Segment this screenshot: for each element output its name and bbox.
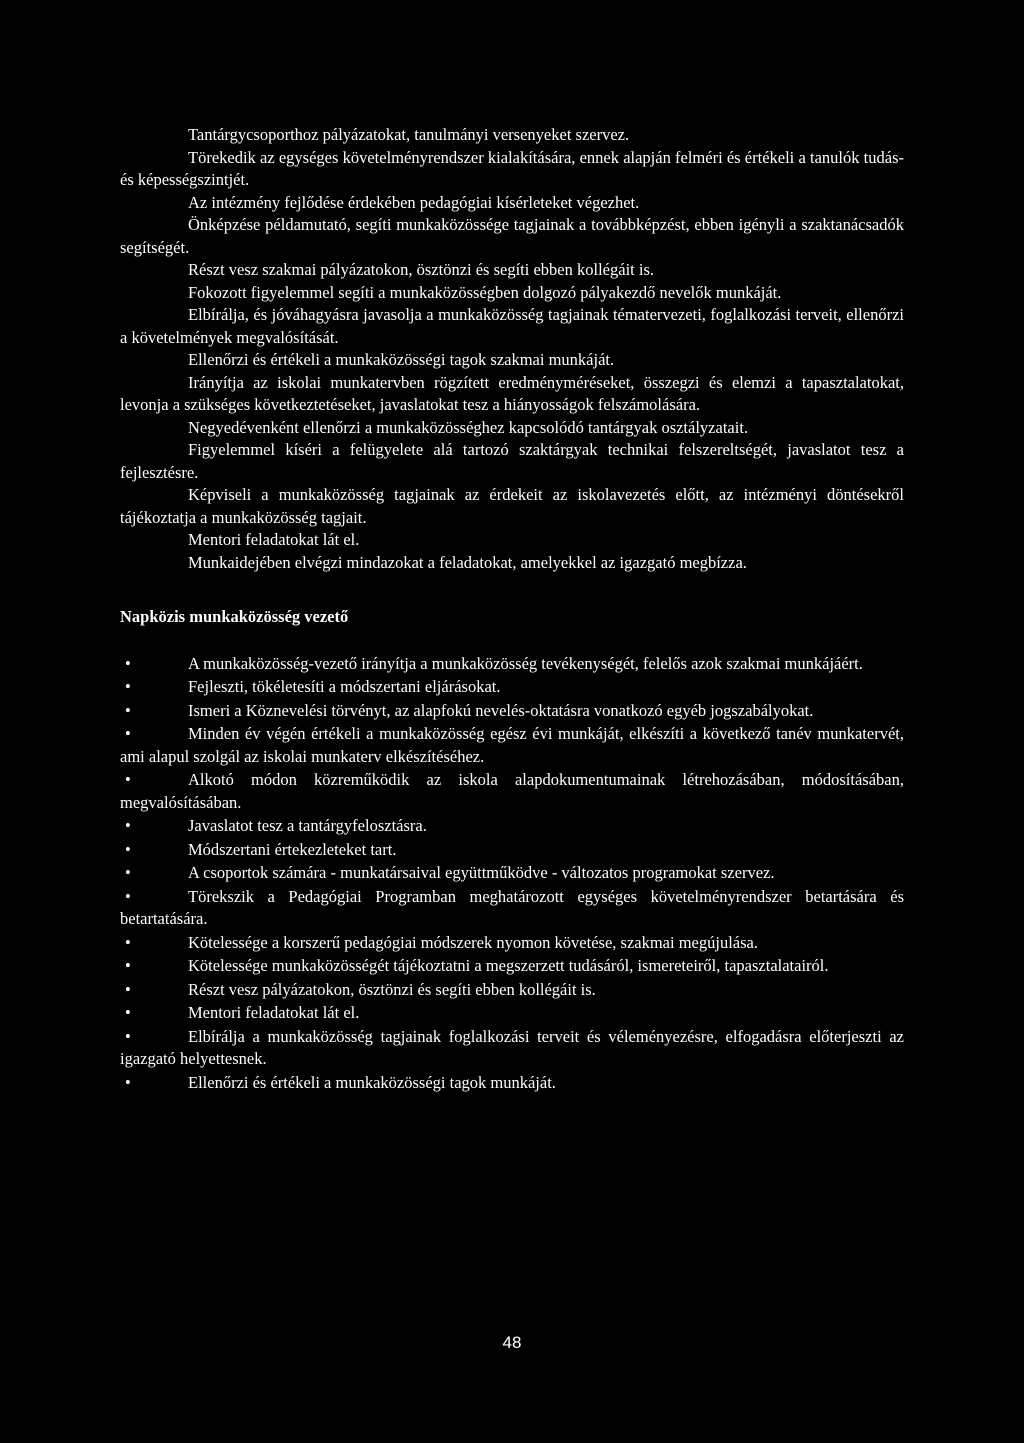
list-item <box>120 723 904 768</box>
bullet-icon: • <box>125 979 131 999</box>
page-content <box>120 124 904 1095</box>
paragraph: Törekedik az egységes követelményrendszer kialakítására, ennek alapján felméri és értékeli a tanulók tudás- és képességszintjét. <box>120 147 904 189</box>
bullet-icon: • <box>125 1003 131 1022</box>
bullet-icon: • <box>125 724 131 743</box>
list-item-text: A munkaközösség-vezető irányítja a munkaközösség tevékenységét, felelős azok szakmai munkájáért. <box>188 653 863 673</box>
bullet-icon: • <box>125 816 131 835</box>
bullet-icon: • <box>125 1072 131 1092</box>
list-item <box>120 1072 904 1095</box>
list-item-text: Részt vesz pályázatokon, ösztönzi és segíti ebben kollégáit is. <box>188 979 596 999</box>
bullet-icon: • <box>125 700 131 720</box>
paragraph: Részt vesz szakmai pályázatokon, ösztönzi és segíti ebben kollégáit is. <box>188 260 654 279</box>
list-item-text: Elbírálja a munkaközösség tagjainak foglalkozási terveit és véleményezésre, elfogadásra előterjeszti az igazgató helyettesnek. <box>120 1026 904 1068</box>
list-item <box>120 653 904 676</box>
list-item-text: Ismeri a Köznevelési törvényt, az alapfokú nevelés-oktatásra vonatkozó egyéb jogszabályokat. <box>188 700 814 720</box>
paragraph: Képviseli a munkaközösség tagjainak az érdekeit az iskolavezetés előtt, az intézményi döntésekről tájékoztatja a munkaközösség tagjait. <box>120 485 904 527</box>
page-number: 48 <box>502 1333 522 1352</box>
bullet-list <box>120 653 904 1095</box>
list-item <box>120 862 904 885</box>
list-item-text: Kötelessége a korszerű pedagógiai módszerek nyomon követése, szakmai megújulása. <box>188 932 758 952</box>
bullet-icon: • <box>125 863 131 882</box>
list-item-text: Módszertani értekezleteket tart. <box>188 839 397 859</box>
list-item-text: Törekszik a Pedagógiai Programban meghatározott egységes követelményrendszer betartására és betartatására. <box>120 886 904 928</box>
list-item-text: Javaslatot tesz a tantárgyfelosztásra. <box>188 816 427 835</box>
list-item-text: Fejleszti, tökéletesíti a módszertani eljárásokat. <box>188 677 501 696</box>
duty-paragraphs <box>120 124 904 574</box>
bullet-icon: • <box>125 1026 131 1046</box>
list-item <box>120 1026 904 1071</box>
list-item-text: Mentori feladatokat lát el. <box>188 1003 360 1022</box>
paragraph: Ellenőrzi és értékeli a munkaközösségi tagok szakmai munkáját. <box>188 350 615 369</box>
list-item-text: Alkotó módon közreműködik az iskola alapdokumentumainak létrehozásában, módosításában, megvalósításában. <box>120 770 904 812</box>
bullet-icon: • <box>125 653 131 673</box>
list-item <box>120 700 904 723</box>
list-item <box>120 979 904 1002</box>
paragraph: Fokozott figyelemmel segíti a munkaközösségben dolgozó pályakezdő nevelők munkáját. <box>188 282 782 302</box>
bullet-icon: • <box>125 932 131 952</box>
paragraph: Elbírálja, és jóváhagyásra javasolja a munkaközösség tagjainak tématervezeti, foglalkozási terveit, ellenőrzi a követelmények megvalósítását. <box>120 305 904 347</box>
list-item <box>120 676 904 699</box>
paragraph: Önképzése példamutató, segíti munkaközössége tagjainak a továbbképzést, ebben igényli a szaktanácsadók segítségét. <box>120 215 904 257</box>
list-item-text: Ellenőrzi és értékeli a munkaközösségi tagok munkáját. <box>188 1072 556 1092</box>
list-item <box>120 932 904 955</box>
list-item <box>120 955 904 978</box>
list-item <box>120 839 904 862</box>
list-item <box>120 886 904 931</box>
paragraph: Negyedévenként ellenőrzi a munkaközösséghez kapcsolódó tantárgyak osztályzatait. <box>188 417 749 437</box>
paragraph: Tantárgycsoporthoz pályázatokat, tanulmányi versenyeket szervez. <box>188 125 630 144</box>
list-item-text: Kötelessége munkaközösségét tájékoztatni a megszerzett tudásáról, ismereteiről, tapasztalatairól. <box>188 956 829 975</box>
bullet-icon: • <box>125 886 131 906</box>
paragraph: Munkaidejében elvégzi mindazokat a feladatokat, amelyekkel az igazgató megbízza. <box>188 552 747 572</box>
list-item <box>120 1002 904 1025</box>
bullet-icon: • <box>125 839 131 859</box>
paragraph: Mentori feladatokat lát el. <box>188 530 360 549</box>
list-item-text: Minden év végén értékeli a munkaközösség egész évi munkáját, elkészíti a következő tanév munkatervét, ami alapul szolgál az iskolai munkaterv elkészítéséhez. <box>120 724 904 766</box>
bullet-icon: • <box>125 770 131 789</box>
section-heading: Napközis munkaközösség vezető <box>120 607 349 626</box>
paragraph: Irányítja az iskolai munkatervben rögzített eredményméréseket, összegzi és elemzi a tapasztalatokat, levonja a szükséges következtetéseket, javaslatokat tesz a hiányosságok felszámolására. <box>120 372 904 414</box>
paragraph: Az intézmény fejlődése érdekében pedagógiai kísérleteket végezhet. <box>188 192 640 212</box>
paragraph: Figyelemmel kíséri a felügyelete alá tartozó szaktárgyak technikai felszereltségét, javaslatot tesz a fejlesztésre. <box>120 440 904 482</box>
list-item-text: A csoportok számára - munkatársaival együttműködve - változatos programokat szervez. <box>188 863 775 882</box>
bullet-icon: • <box>125 956 131 975</box>
bullet-icon: • <box>125 677 131 696</box>
list-item <box>120 769 904 814</box>
list-item <box>120 815 904 838</box>
